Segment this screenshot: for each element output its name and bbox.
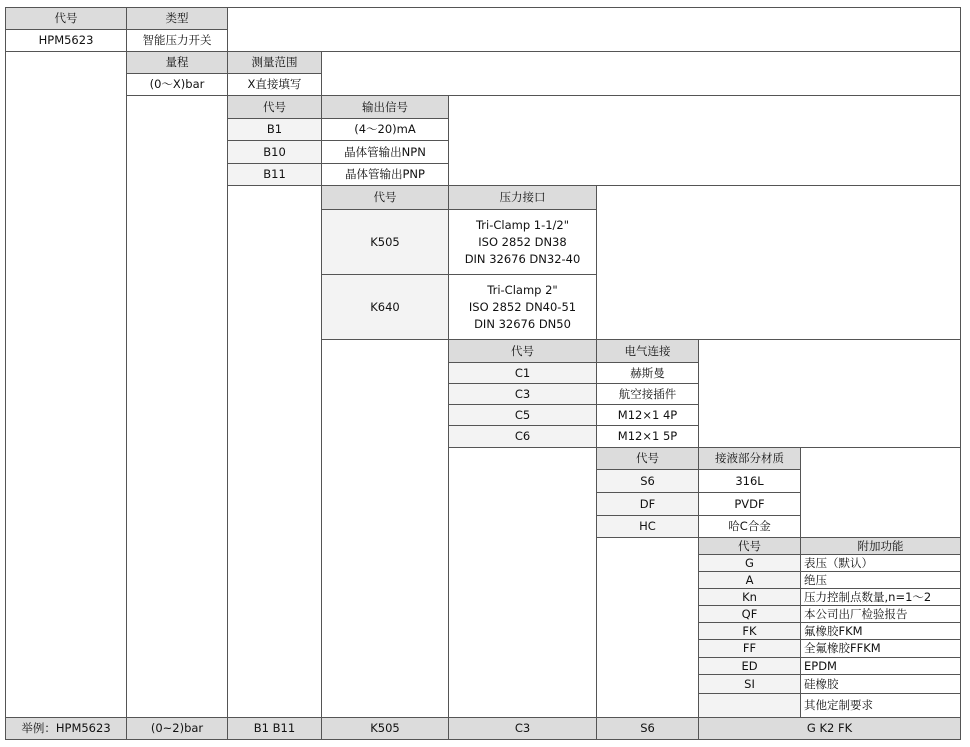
block1-frame [227, 7, 961, 52]
block6-frame [800, 447, 961, 538]
block4-row-code: K505 [321, 209, 449, 275]
block1-model-code: HPM5623 [5, 29, 127, 52]
block6-row-value: PVDF [698, 492, 801, 516]
block7-row-code: ED [698, 657, 801, 675]
block7-row-code: G [698, 554, 801, 572]
block5-row-value: 赫斯曼 [596, 362, 699, 384]
block7-row-value: 全氟橡胶FFKM [800, 639, 961, 658]
block6-header-code: 代号 [596, 447, 699, 470]
block7-row-code: FK [698, 622, 801, 640]
block7-row-value: EPDM [800, 657, 961, 675]
block7-row-code: A [698, 571, 801, 589]
col3-spacer [227, 185, 322, 718]
block2-header-range: 量程 [126, 51, 228, 74]
port-line: Tri-Clamp 2" [487, 282, 558, 297]
example-electrical: C3 [448, 717, 597, 740]
block6-header-material: 接液部分材质 [698, 447, 801, 470]
block7-row-code [698, 693, 801, 718]
port-line: DIN 32676 DN32-40 [464, 251, 581, 266]
col5-spacer [448, 447, 597, 718]
port-line: Tri-Clamp 1-1/2" [475, 217, 570, 232]
block4-header-port: 压力接口 [448, 185, 597, 210]
port-line: ISO 2852 DN38 [478, 234, 567, 249]
block7-row-value: 其他定制要求 [800, 693, 961, 718]
block5-row-code: C5 [448, 404, 597, 426]
example-material: S6 [596, 717, 699, 740]
col1-spacer [5, 51, 127, 718]
block7-header-extra: 附加功能 [800, 537, 961, 555]
block4-row-value [448, 209, 597, 275]
block5-row-value: M12×1 5P [596, 425, 699, 448]
block5-row-code: C3 [448, 383, 597, 405]
block3-row-value: 晶体管输出NPN [321, 140, 449, 164]
col4-spacer [321, 339, 449, 718]
block7-row-value: 表压（默认） [800, 554, 961, 572]
block7-row-value: 本公司出厂检验报告 [800, 605, 961, 623]
block2-range-value: (0～X)bar [126, 73, 228, 96]
block3-row-code: B1 [227, 118, 322, 141]
block5-row-value: 航空接插件 [596, 383, 699, 405]
block3-row-value: (4～20)mA [321, 118, 449, 141]
col6-spacer [596, 537, 699, 718]
block4-row-code: K640 [321, 274, 449, 340]
block4-row-value [448, 274, 597, 340]
block3-row-value: 晶体管输出PNP [321, 163, 449, 186]
example-output: B1 B11 [227, 717, 322, 740]
example-model: 举例：HPM5623 [5, 717, 127, 740]
block5-row-code: C1 [448, 362, 597, 384]
block4-frame [596, 185, 961, 340]
block7-row-code: QF [698, 605, 801, 623]
block5-header-electrical: 电气连接 [596, 339, 699, 363]
col2-spacer [126, 95, 228, 718]
block6-row-value: 哈C合金 [698, 515, 801, 538]
block2-measure-value: X直接填写 [227, 73, 322, 96]
block7-row-code: Kn [698, 588, 801, 606]
block2-frame [321, 51, 961, 96]
example-range: (0~2)bar [126, 717, 228, 740]
block5-row-value: M12×1 4P [596, 404, 699, 426]
block1-header-type: 类型 [126, 7, 228, 30]
block3-row-code: B11 [227, 163, 322, 186]
block7-header-code: 代号 [698, 537, 801, 555]
block5-frame [698, 339, 961, 448]
block7-row-value: 绝压 [800, 571, 961, 589]
example-port: K505 [321, 717, 449, 740]
block6-row-code: HC [596, 515, 699, 538]
block5-header-code: 代号 [448, 339, 597, 363]
example-extra: G K2 FK [698, 717, 961, 740]
block6-row-code: S6 [596, 469, 699, 493]
block7-row-value: 压力控制点数量,n=1～2 [800, 588, 961, 606]
block1-header-code: 代号 [5, 7, 127, 30]
block3-header-output: 输出信号 [321, 95, 449, 119]
block3-frame [448, 95, 961, 186]
block6-row-value: 316L [698, 469, 801, 493]
block3-header-code: 代号 [227, 95, 322, 119]
block7-row-value: 硅橡胶 [800, 674, 961, 694]
block7-row-code: FF [698, 639, 801, 658]
port-line: ISO 2852 DN40-51 [468, 299, 577, 314]
block2-header-measure: 测量范围 [227, 51, 322, 74]
port-line: DIN 32676 DN50 [474, 316, 571, 331]
block4-header-code: 代号 [321, 185, 449, 210]
block7-row-code: SI [698, 674, 801, 694]
block1-model-type: 智能压力开关 [126, 29, 228, 52]
block6-row-code: DF [596, 492, 699, 516]
block3-row-code: B10 [227, 140, 322, 164]
block5-row-code: C6 [448, 425, 597, 448]
block7-row-value: 氟橡胶FKM [800, 622, 961, 640]
